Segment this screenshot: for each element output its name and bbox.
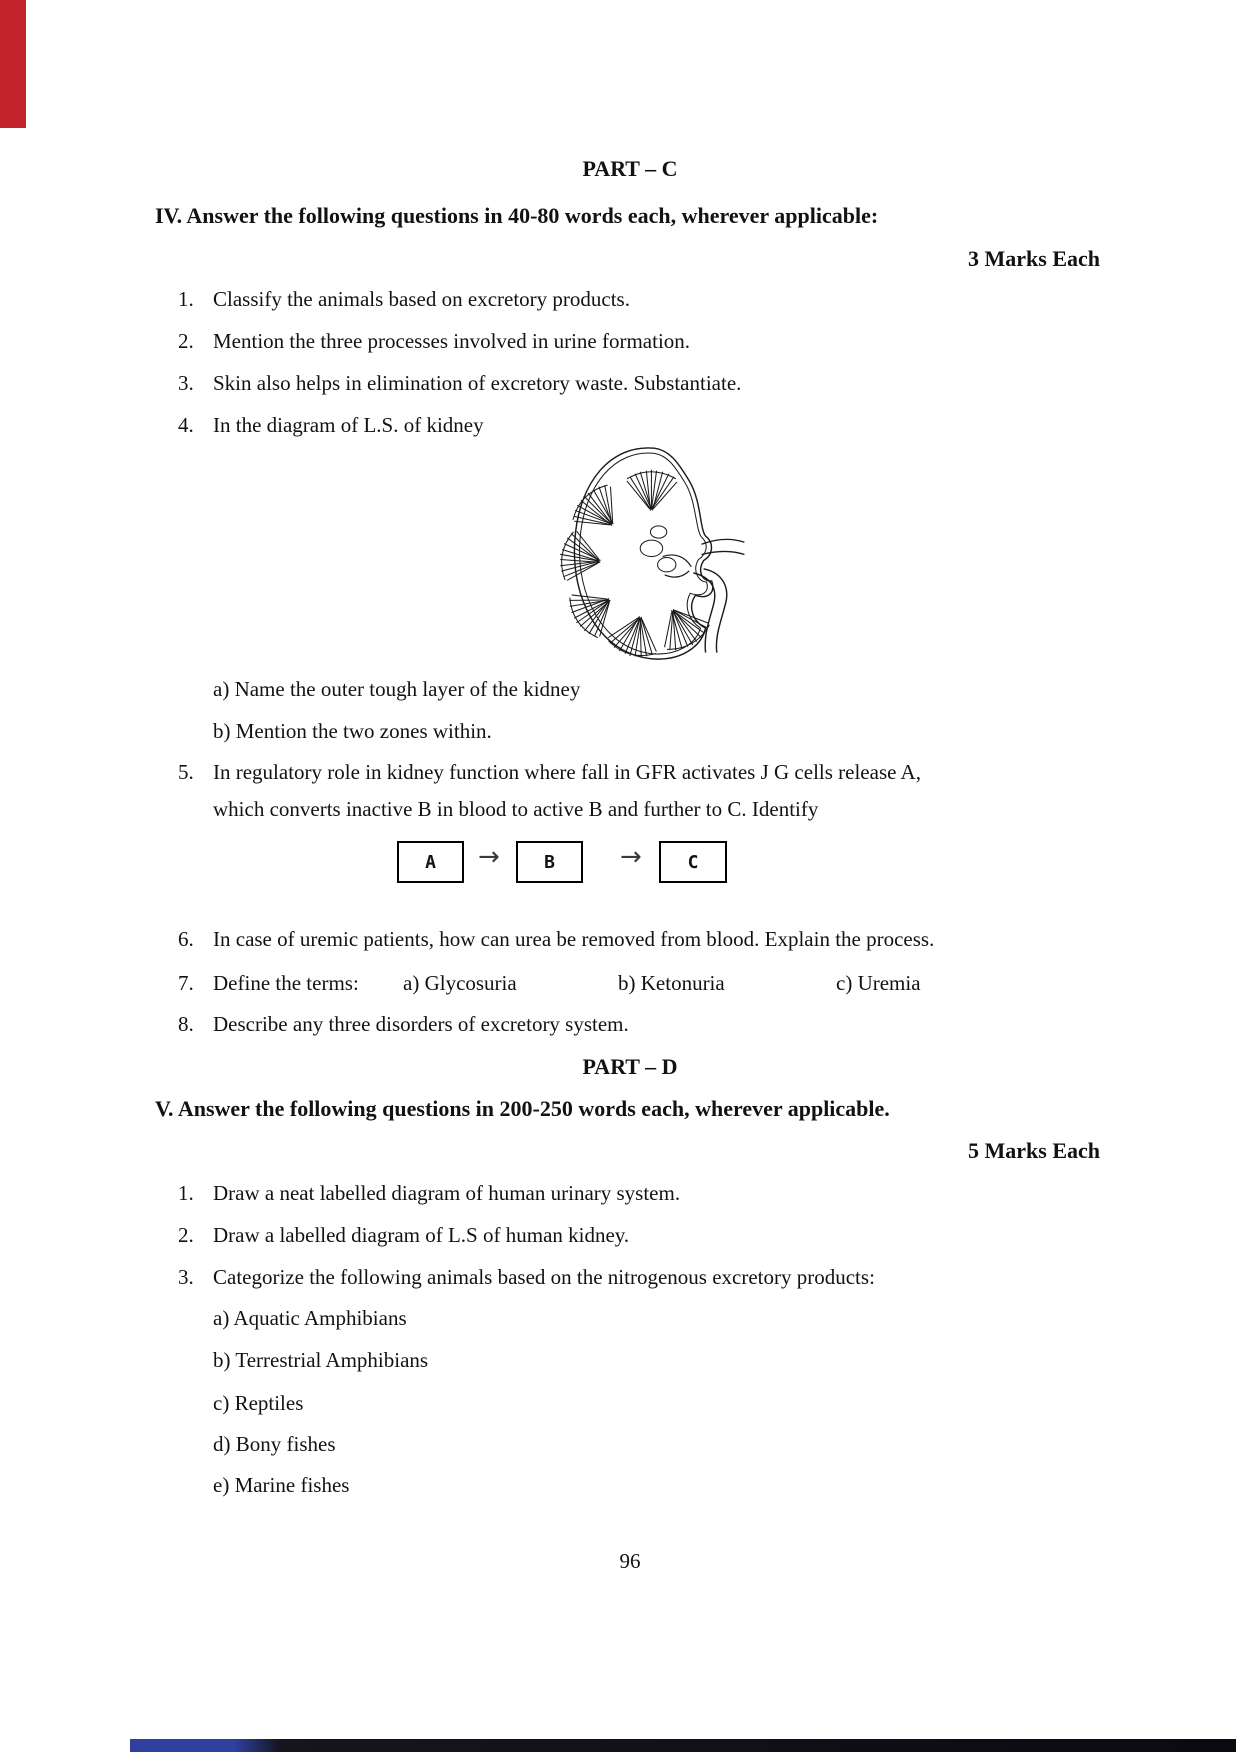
page-number: 96	[619, 1549, 641, 1573]
question-text: In regulatory role in kidney function where fall in GFR activates J G cells release A,	[213, 760, 921, 784]
bottom-scan-bar	[130, 1739, 1236, 1752]
question-number: 3.	[178, 371, 194, 395]
sub-item-text: c) Reptiles	[213, 1391, 304, 1415]
term-uremia: c) Uremia	[836, 971, 921, 995]
kidney-ls-diagram	[552, 438, 757, 673]
flow-box-c-label: C	[687, 851, 699, 873]
part-c-title: PART – C	[582, 156, 678, 181]
question-number: 1.	[178, 287, 194, 311]
question-text: Skin also helps in elimination of excretory waste. Substantiate.	[213, 371, 742, 395]
question-text-continued: which converts inactive B in blood to active B and further to C. Identify	[213, 797, 819, 821]
question-text: In the diagram of L.S. of kidney	[213, 413, 484, 437]
sub-item-text: a) Aquatic Amphibians	[213, 1306, 407, 1330]
question-number: 3.	[178, 1265, 194, 1289]
flow-box-c	[659, 841, 727, 883]
sub-item-text: d) Bony fishes	[213, 1432, 336, 1456]
term-ketonuria: b) Ketonuria	[618, 971, 725, 995]
question-number: 1.	[178, 1181, 194, 1205]
flow-box-a	[397, 841, 464, 883]
term-glycosuria: a) Glycosuria	[403, 971, 517, 995]
sub-item-text: b) Terrestrial Amphibians	[213, 1348, 429, 1372]
question-text: Mention the three processes involved in urine formation.	[213, 329, 691, 353]
part-c-marks: 3 Marks Each	[968, 246, 1100, 271]
flow-box-b-label: B	[544, 851, 555, 873]
arrow-right-icon: →	[620, 842, 642, 872]
flow-box-a-label: A	[425, 851, 436, 873]
left-edge-red-strip	[0, 0, 26, 128]
question-number: 6.	[178, 927, 194, 951]
question-text: Draw a neat labelled diagram of human urinary system.	[213, 1181, 681, 1205]
question-number: 8.	[178, 1012, 194, 1036]
arrow-right-icon: →	[478, 842, 500, 872]
sub-item-text: b) Mention the two zones within.	[213, 719, 492, 743]
question-text: In case of uremic patients, how can urea be removed from blood. Explain the process.	[213, 927, 935, 951]
question-text: Define the terms:	[213, 971, 359, 995]
question-number: 2.	[178, 1223, 194, 1247]
question-number: 4.	[178, 413, 194, 437]
sub-item-text: a) Name the outer tough layer of the kidney	[213, 677, 581, 701]
question-number: 7.	[178, 971, 194, 995]
question-text: Describe any three disorders of excretory system.	[213, 1012, 629, 1036]
part-d-instruction: V. Answer the following questions in 200-250 words each, wherever applicable.	[155, 1096, 890, 1121]
question-text: Draw a labelled diagram of L.S of human kidney.	[213, 1223, 630, 1247]
question-text: Categorize the following animals based on the nitrogenous excretory products:	[213, 1265, 875, 1289]
question-number: 2.	[178, 329, 194, 353]
part-d-title: PART – D	[582, 1054, 678, 1079]
question-text: Classify the animals based on excretory products.	[213, 287, 630, 311]
part-d-marks: 5 Marks Each	[968, 1138, 1100, 1163]
question-number: 5.	[178, 760, 194, 784]
sub-item-text: e) Marine fishes	[213, 1473, 350, 1497]
part-c-instruction: IV. Answer the following questions in 40-80 words each, wherever applicable:	[155, 203, 879, 228]
flow-box-b	[516, 841, 583, 883]
